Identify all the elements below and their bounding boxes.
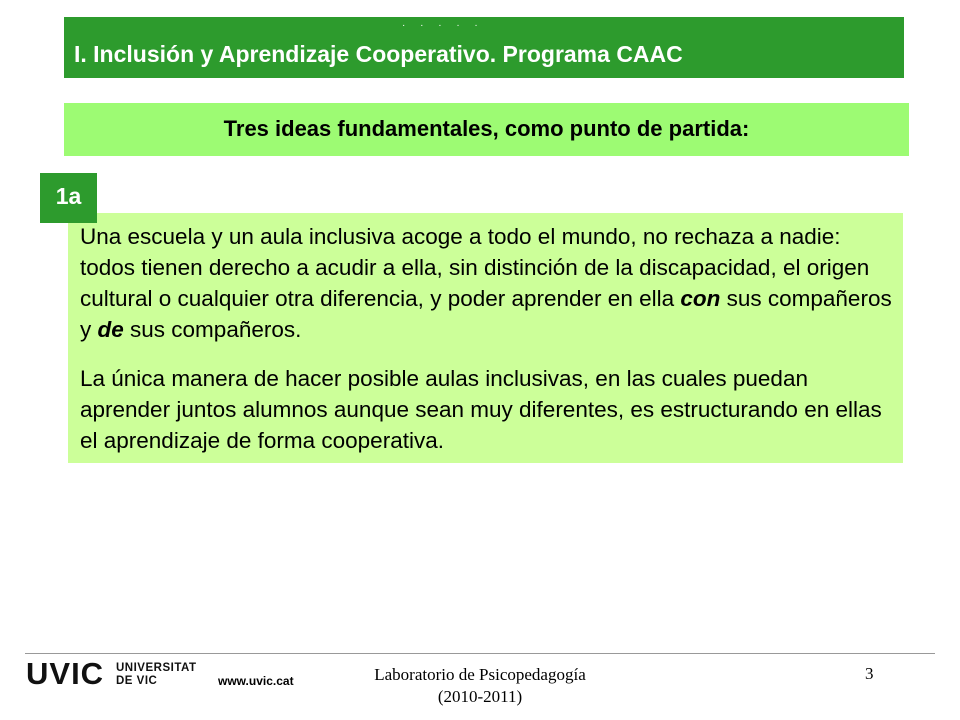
uvic-logo: [26, 656, 206, 691]
footer-lab: [330, 664, 630, 708]
section-badge-label: 1a: [55, 183, 82, 209]
logo-line2: DE VIC: [116, 675, 158, 687]
title-decoration: · · · · ·: [402, 20, 484, 31]
logo-line1: UNIVERSITAT: [116, 662, 197, 674]
paragraph-cooperative-learning: La única manera de hacer posible aulas inclusivas, en las cuales puedan aprender juntos alumnos aunque sean muy diferentes, es estructurando en ellas el aprendizaje de forma cooperativa.: [80, 366, 882, 453]
slide-subtitle: Tres ideas fundamentales, como punto de partida:: [223, 116, 750, 141]
paragraph1-text-c: sus compañeros.: [123, 317, 302, 342]
content-box: [68, 213, 903, 463]
lab-years: (2010-2011): [437, 687, 523, 706]
paragraph-inclusive-school: [80, 221, 900, 345]
website-link[interactable]: www.uvic.cat: [218, 674, 294, 688]
page-number: 3: [865, 664, 874, 683]
title-bar: [64, 17, 904, 78]
subtitle-bar: [64, 103, 909, 156]
emphasis-de: de: [97, 317, 124, 342]
slide-title: I. Inclusión y Aprendizaje Cooperativo. Programa CAAC: [74, 41, 683, 67]
section-badge: [40, 173, 97, 223]
emphasis-con: con: [680, 286, 721, 311]
logo-wordmark: UVIC: [26, 656, 105, 691]
lab-name: Laboratorio de Psicopedagogía: [374, 665, 586, 684]
footer-divider: [25, 653, 935, 654]
paragraph1-text-b: sus compañeros y: [80, 286, 892, 342]
paragraph1-text-a: Una escuela y un aula inclusiva acoge a todo el mundo, no rechaza a nadie: todos tienen derecho a acudir a ella, sin distinción de la discapacidad, el origen cultural o cualquier otra diferencia, y poder aprender en ella: [80, 224, 870, 311]
logo-subtitle: [116, 662, 196, 688]
